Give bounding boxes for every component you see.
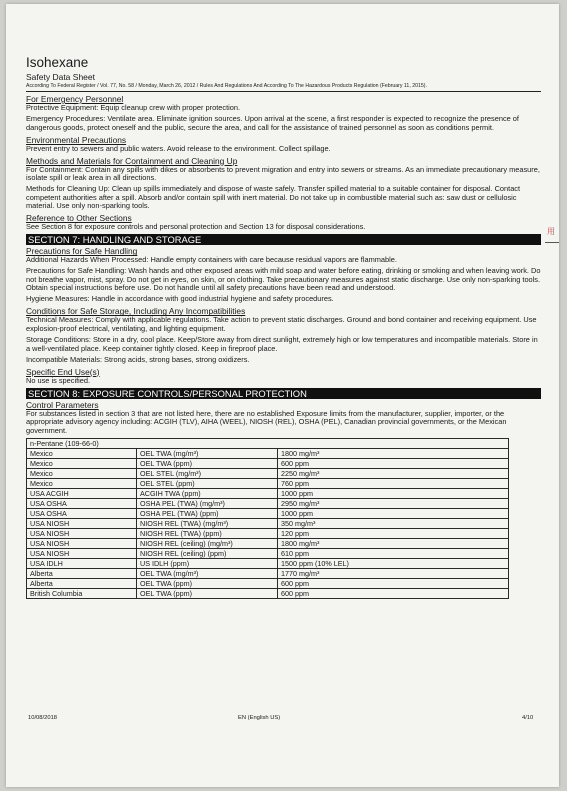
heading-precautions-safe-handling: Precautions for Safe Handling <box>26 246 138 257</box>
limit-type-cell: NIOSH REL (ceiling) (ppm) <box>137 548 278 558</box>
document-subtitle: Safety Data Sheet <box>26 72 95 82</box>
jurisdiction-cell: USA OSHA <box>27 498 137 508</box>
footer-date: 10/08/2018 <box>28 715 58 721</box>
jurisdiction-cell: USA NIOSH <box>27 538 137 548</box>
table-substance-row <box>27 438 509 448</box>
limit-type-cell: NIOSH REL (TWA) (ppm) <box>137 528 278 538</box>
section-8-header: SECTION 8: EXPOSURE CONTROLS/PERSONAL PROTECTION <box>26 388 541 399</box>
heading-environmental-precautions: Environmental Precautions <box>26 134 127 145</box>
jurisdiction-cell: USA NIOSH <box>27 518 137 528</box>
limit-type-cell: OEL TWA (mg/m³) <box>137 448 278 458</box>
jurisdiction-cell: USA NIOSH <box>27 528 137 538</box>
jurisdiction-cell: Mexico <box>27 478 137 488</box>
limit-type-cell: OEL TWA (ppm) <box>137 458 278 468</box>
limit-value-cell: 1000 ppm <box>278 488 509 498</box>
table-row <box>27 558 509 568</box>
jurisdiction-cell: Alberta <box>27 578 137 588</box>
limit-value-cell: 1000 ppm <box>278 508 509 518</box>
jurisdiction-cell: USA ACGIH <box>27 488 137 498</box>
heading-emergency-personnel: For Emergency Personnel <box>26 94 124 104</box>
heading-specific-end-use: Specific End Use(s) <box>26 366 100 377</box>
limit-value-cell: 2250 mg/m³ <box>278 468 509 478</box>
table-row <box>27 458 509 468</box>
margin-divider <box>545 242 559 243</box>
table-row <box>27 518 509 528</box>
limit-type-cell: US IDLH (ppm) <box>137 558 278 568</box>
limit-type-cell: NIOSH REL (TWA) (mg/m³) <box>137 518 278 528</box>
limit-value-cell: 1770 mg/m³ <box>278 568 509 578</box>
document-title: Isohexane <box>26 55 89 70</box>
limit-type-cell: OEL TWA (mg/m³) <box>137 568 278 578</box>
limit-type-cell: OEL STEL (mg/m³) <box>137 468 278 478</box>
table-row <box>27 568 509 578</box>
paragraph: Incompatible Materials: Strong acids, strong bases, strong oxidizers. <box>26 354 250 364</box>
table-row <box>27 538 509 548</box>
limit-value-cell: 1800 mg/m³ <box>278 538 509 548</box>
table-row <box>27 448 509 458</box>
footer-language: EN (English US) <box>238 715 281 721</box>
paragraph: Storage Conditions: Store in a dry, cool place. Keep/Store away from direct sunlight, extremely high or low temperatures and incompatible materials. Store in a well-ventilated place. Keep container tightly closed. Keep in fireproof place. <box>26 335 538 353</box>
paragraph: Prevent entry to sewers and public waters. Avoid release to the environment. Collect spillage. <box>26 143 331 153</box>
margin-annotation: 用 <box>547 227 555 236</box>
footer-page-number: 4/10 <box>522 715 534 721</box>
limit-value-cell: 760 ppm <box>278 478 509 488</box>
limit-value-cell: 600 ppm <box>278 578 509 588</box>
limit-value-cell: 610 ppm <box>278 548 509 558</box>
table-row <box>27 588 509 598</box>
table-row <box>27 498 509 508</box>
heading-reference-other-sections: Reference to Other Sections <box>26 213 132 224</box>
jurisdiction-cell: USA IDLH <box>27 558 137 568</box>
jurisdiction-cell: British Columbia <box>27 588 137 598</box>
limit-type-cell: OSHA PEL (TWA) (mg/m³) <box>137 498 278 508</box>
limit-type-cell: ACGIH TWA (ppm) <box>137 488 278 498</box>
paragraph: Protective Equipment: Equip cleanup crew with proper protection. <box>26 103 241 112</box>
limit-value-cell: 600 ppm <box>278 458 509 468</box>
document-page <box>6 4 559 787</box>
jurisdiction-cell: Mexico <box>27 458 137 468</box>
paragraph: Additional Hazards When Processed: Handle empty containers with care because residual vapors are flammable. <box>26 255 397 265</box>
table-row <box>27 578 509 588</box>
paragraph: See Section 8 for exposure controls and personal protection and Section 13 for disposal considerations. <box>26 222 366 232</box>
jurisdiction-cell: USA OSHA <box>27 508 137 518</box>
substance-cell: n-Pentane (109-66-0) <box>27 438 509 448</box>
limit-value-cell: 120 ppm <box>278 528 509 538</box>
exposure-limits-table <box>26 438 509 599</box>
limit-type-cell: OEL TWA (ppm) <box>137 578 278 588</box>
paragraph: Emergency Procedures: Ventilate area. Eliminate ignition sources. Upon arrival at the scene, a first responder is expected to recognize the presence of dangerous goods, protect oneself and the public, secure the area, and call for the assistance of trained personnel as soon as conditions permit. <box>26 113 519 132</box>
heading-safe-storage: Conditions for Safe Storage, Including Any Incompatibilities <box>26 306 246 317</box>
table-row <box>27 548 509 558</box>
limit-value-cell: 2950 mg/m³ <box>278 498 509 508</box>
limit-type-cell: OEL TWA (ppm) <box>137 588 278 598</box>
table-row <box>27 528 509 538</box>
paragraph: For Containment: Contain any spills with dikes or absorbents to prevent migration and entry into sewers or streams. As an immediate precautionary measure, isolate spill or leak area in all directions. <box>26 164 540 183</box>
paragraph: Technical Measures: Comply with applicable regulations. Take action to prevent static discharges. Ground and bond container and receiving equipment. Use explosion-proof electrical, ventilating, and lighting equipment. <box>26 315 537 334</box>
jurisdiction-cell: Mexico <box>27 468 137 478</box>
jurisdiction-cell: Mexico <box>27 448 137 458</box>
jurisdiction-cell: USA NIOSH <box>27 548 137 558</box>
limit-type-cell: OSHA PEL (TWA) (ppm) <box>137 508 278 518</box>
jurisdiction-cell: Alberta <box>27 568 137 578</box>
limit-value-cell: 600 ppm <box>278 588 509 598</box>
paragraph: Hygiene Measures: Handle in accordance with good industrial hygiene and safety procedures. <box>26 294 334 304</box>
table-row <box>27 478 509 488</box>
limit-type-cell: NIOSH REL (ceiling) (mg/m³) <box>137 538 278 548</box>
table-row <box>27 508 509 518</box>
document-body <box>26 94 541 599</box>
heading-control-parameters: Control Parameters <box>26 399 99 410</box>
paragraph: Methods for Cleaning Up: Clean up spills immediately and dispose of waste safely. Transfer spilled material to a suitable container for disposal. Contact competent authorities after a spill. Absorb and/or contain spill with inert material. Do not take up in combustible material such as: saw dust or cellulosic material. Use only non-sparking tools. <box>26 184 521 211</box>
heading-methods-materials: Methods and Materials for Containment and Cleaning Up <box>26 155 238 166</box>
table-row <box>27 488 509 498</box>
paragraph: For substances listed in section 3 that are not listed here, there are no established Exposure limits from the manufacturer, supplier, importer, or the appropriate advisory agency including: ACGIH (TLV), AIHA (WEEL), NIOSH (REL), OSHA (PEL), Canadian provincial governments, or the Mexican government. <box>26 408 507 435</box>
limit-value-cell: 1800 mg/m³ <box>278 448 509 458</box>
paragraph: Precautions for Safe Handling: Wash hands and other exposed areas with mild soap and water before eating, drinking or smoking and when leaving work. Do not breathe vapor, mist, spray. Do not get in eyes, on skin, or on clothing. Take precautionary measures against static discharge. Use only non-sparking tools. Obtain special instructions before use. Do not handle until all safety precautions have been read and understood. <box>26 266 541 293</box>
section-7-header: SECTION 7: HANDLING AND STORAGE <box>26 234 541 245</box>
limit-value-cell: 350 mg/m³ <box>278 518 509 528</box>
regulation-line: According To Federal Register / Vol. 77, No. 58 / Monday, March 26, 2012 / Rules And Regulations And According To The Hazardous Products Regulation (February 11, 2015). <box>26 83 541 92</box>
paragraph: No use is specified. <box>26 375 91 385</box>
limit-type-cell: OEL STEL (ppm) <box>137 478 278 488</box>
table-row <box>27 468 509 478</box>
limit-value-cell: 1500 ppm (10% LEL) <box>278 558 509 568</box>
